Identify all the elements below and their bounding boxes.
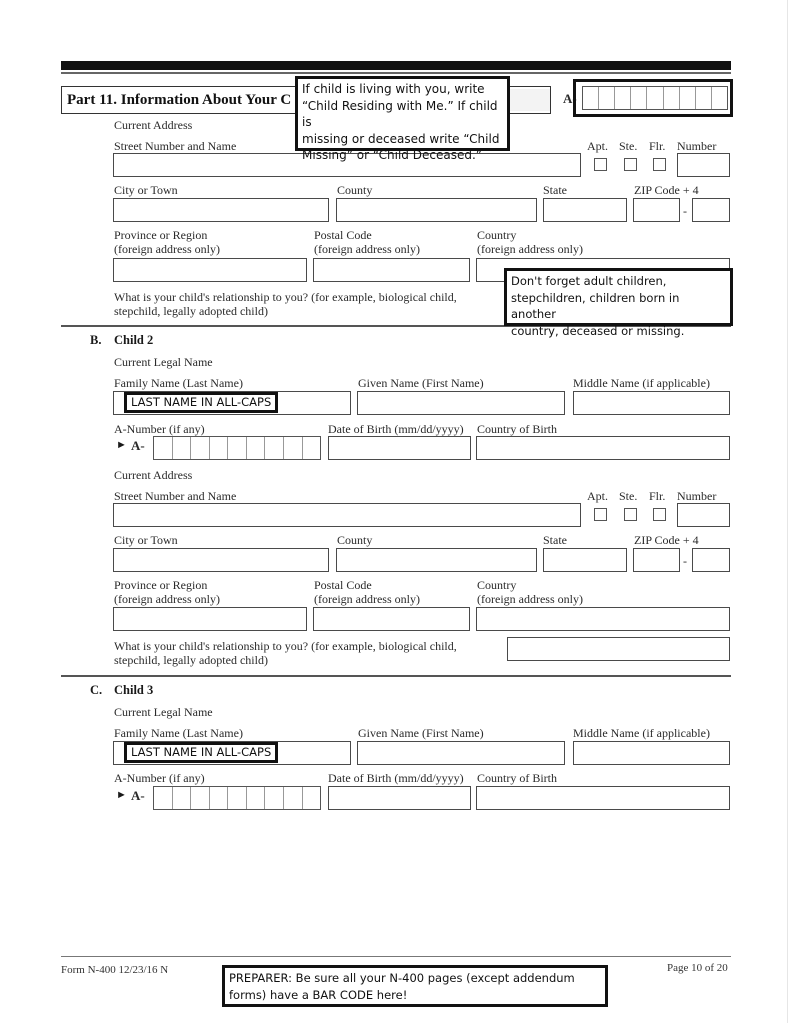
child2-a-number-input[interactable]	[153, 436, 321, 460]
label-flr: Flr.	[649, 139, 666, 153]
label-country: Country	[477, 578, 517, 592]
arrow-icon: ►	[116, 439, 127, 451]
child3-given-name-input[interactable]	[357, 741, 565, 765]
last-name-caps-tag: LAST NAME IN ALL-CAPS	[124, 392, 278, 413]
label-family-name: Family Name (Last Name)	[114, 726, 243, 740]
label-current-legal-name: Current Legal Name	[114, 705, 213, 719]
label-a-number: A-Number (if any)	[114, 422, 205, 436]
child1-county-input[interactable]	[336, 198, 537, 222]
callout-preparer	[222, 965, 608, 1007]
label-postal: Postal Code	[314, 228, 372, 242]
child1-number-input[interactable]	[677, 153, 730, 177]
callout-line: stepchildren, children born in another	[511, 290, 680, 321]
child2-apt-checkbox[interactable]	[594, 508, 607, 521]
child2-street-input[interactable]	[113, 503, 581, 527]
label-given-name: Given Name (First Name)	[358, 726, 484, 740]
label-family-name: Family Name (Last Name)	[114, 376, 243, 390]
label-province-note: (foreign address only)	[114, 242, 220, 256]
label-given-name: Given Name (First Name)	[358, 376, 484, 390]
a-prefix: A-	[131, 438, 145, 453]
part-title: Part 11. Information About Your C	[67, 92, 292, 108]
section-divider	[61, 675, 731, 677]
callout-dont-forget	[504, 268, 733, 338]
child3-country-birth-input[interactable]	[476, 786, 730, 810]
child1-city-input[interactable]	[113, 198, 329, 222]
label-postal-note: (foreign address only)	[314, 592, 420, 606]
label-current-legal-name: Current Legal Name	[114, 355, 213, 369]
label-number: Number	[677, 489, 717, 503]
label-middle-name: Middle Name (if applicable)	[573, 376, 710, 390]
label-county: County	[337, 183, 373, 197]
label-country-note: (foreign address only)	[477, 592, 583, 606]
label-province-note: (foreign address only)	[114, 592, 220, 606]
callout-line: Missing” or “Child Deceased.”	[302, 148, 482, 162]
child1-zip-input[interactable]	[633, 198, 680, 222]
section-letter-c: C.	[90, 683, 103, 697]
zip-dash: -	[683, 204, 687, 218]
label-country: Country	[477, 228, 517, 242]
page-number: Page 10 of 20	[667, 962, 728, 974]
callout-line: forms) have a BAR CODE here!	[229, 987, 408, 1002]
child2-county-input[interactable]	[336, 548, 537, 572]
child2-flr-checkbox[interactable]	[653, 508, 666, 521]
child2-dob-input[interactable]	[328, 436, 471, 460]
label-relationship: What is your child's relationship to you? (for example, biological child,	[114, 290, 457, 304]
callout-line: If child is living with you, write	[302, 82, 485, 96]
child2-country-birth-input[interactable]	[476, 436, 730, 460]
callout-line: country, deceased or missing.	[511, 323, 685, 338]
child1-ste-checkbox[interactable]	[624, 158, 637, 171]
label-city: City or Town	[114, 533, 178, 547]
header-bar	[61, 61, 731, 70]
label-dob: Date of Birth (mm/dd/yyyy)	[328, 422, 464, 436]
child2-relationship-input[interactable]	[507, 637, 730, 661]
label-city: City or Town	[114, 183, 178, 197]
child2-postal-input[interactable]	[313, 607, 470, 631]
child2-zip-input[interactable]	[633, 548, 680, 572]
label-province: Province or Region	[114, 228, 208, 242]
child2-ste-checkbox[interactable]	[624, 508, 637, 521]
label-zip: ZIP Code + 4	[634, 183, 699, 197]
child3-dob-input[interactable]	[328, 786, 471, 810]
child2-number-input[interactable]	[677, 503, 730, 527]
last-name-caps-tag: LAST NAME IN ALL-CAPS	[124, 742, 278, 763]
label-current-address: Current Address	[114, 118, 193, 132]
footer-rule	[61, 956, 731, 957]
label-relationship-note: stepchild, legally adopted child)	[114, 653, 268, 667]
zip-dash: -	[683, 554, 687, 568]
child2-country-input[interactable]	[476, 607, 730, 631]
label-county: County	[337, 533, 373, 547]
label-state: State	[543, 533, 567, 547]
label-dob: Date of Birth (mm/dd/yyyy)	[328, 771, 464, 785]
callout-line: Don't forget adult children,	[511, 274, 667, 288]
child1-apt-checkbox[interactable]	[594, 158, 607, 171]
child3-middle-name-input[interactable]	[573, 741, 730, 765]
form-id: Form N-400 12/23/16 N	[61, 964, 169, 976]
label-relationship: What is your child's relationship to you? (for example, biological child,	[114, 639, 457, 653]
child1-state-input[interactable]	[543, 198, 627, 222]
section-title-child3: Child 3	[114, 683, 154, 697]
label-ste: Ste.	[619, 139, 638, 153]
label-a-number: A-Number (if any)	[114, 771, 205, 785]
child3-a-number-input[interactable]	[153, 786, 321, 810]
child2-middle-name-input[interactable]	[573, 391, 730, 415]
section-letter-b: B.	[90, 333, 102, 347]
label-country-birth: Country of Birth	[477, 422, 557, 436]
child2-province-input[interactable]	[113, 607, 307, 631]
child2-zip4-input[interactable]	[692, 548, 730, 572]
child1-zip4-input[interactable]	[692, 198, 730, 222]
page-edge	[787, 0, 788, 1023]
label-postal: Postal Code	[314, 578, 372, 592]
child1-postal-input[interactable]	[313, 258, 470, 282]
arrow-icon: ►	[116, 789, 127, 801]
label-country-note: (foreign address only)	[477, 242, 583, 256]
a-prefix: A-	[131, 788, 145, 803]
label-street: Street Number and Name	[114, 489, 237, 503]
child1-province-input[interactable]	[113, 258, 307, 282]
label-country-birth: Country of Birth	[477, 771, 557, 785]
label-province: Province or Region	[114, 578, 208, 592]
label-postal-note: (foreign address only)	[314, 242, 420, 256]
label-middle-name: Middle Name (if applicable)	[573, 726, 710, 740]
label-zip: ZIP Code + 4	[634, 533, 699, 547]
child1-flr-checkbox[interactable]	[653, 158, 666, 171]
child2-state-input[interactable]	[543, 548, 627, 572]
child2-city-input[interactable]	[113, 548, 329, 572]
callout-line: “Child Residing with Me.” If child is	[302, 98, 498, 129]
label-ste: Ste.	[619, 489, 638, 503]
label-apt: Apt.	[587, 139, 608, 153]
a-number-prefix: A-	[563, 91, 577, 106]
child2-given-name-input[interactable]	[357, 391, 565, 415]
label-flr: Flr.	[649, 489, 666, 503]
a-number-highlight	[573, 79, 733, 117]
label-state: State	[543, 183, 567, 197]
label-street: Street Number and Name	[114, 139, 237, 153]
label-number: Number	[677, 139, 717, 153]
callout-line: missing or deceased write “Child	[302, 131, 500, 146]
label-apt: Apt.	[587, 489, 608, 503]
callout-line: PREPARER: Be sure all your N-400 pages (except addendum	[229, 971, 575, 985]
label-relationship-note: stepchild, legally adopted child)	[114, 304, 268, 318]
section-title-child2: Child 2	[114, 333, 154, 347]
label-current-address: Current Address	[114, 468, 193, 482]
callout-child-status	[295, 76, 510, 162]
header-rule	[61, 72, 731, 74]
